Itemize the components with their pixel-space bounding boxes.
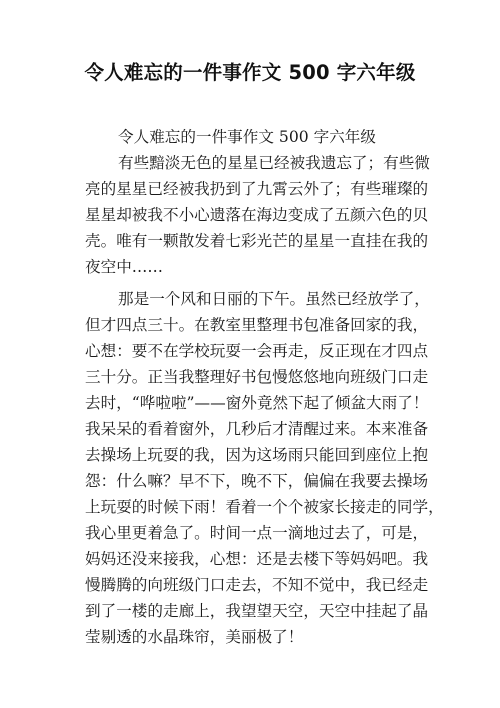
paragraph-2-line-7: 去操场上玩耍的我，因为这场雨只能回到座位上抱 bbox=[85, 446, 429, 464]
paragraph-2-line-10: 我心里更着急了。时间一点一滴地过去了，可是， bbox=[85, 524, 429, 542]
paragraph-2-line-11: 妈妈还没来接我，心想：还是去楼下等妈妈吧。我 bbox=[85, 550, 429, 568]
paragraph-1-line-2: 亮的星星已经被我扔到了九霄云外了；有些璀璨的 bbox=[85, 180, 429, 198]
paragraph-2-line-4: 三十分。正当我整理好书包慢悠悠地向班级门口走 bbox=[85, 368, 429, 386]
document-title: 令人难忘的一件事作文 500 字六年级 bbox=[84, 61, 416, 84]
paragraph-2-line-12: 慢腾腾的向班级门口走去，不知不觉中，我已经走 bbox=[85, 576, 429, 594]
paragraph-1-line-3: 星星却被我不小心遗落在海边变成了五颜六色的贝 bbox=[85, 206, 429, 224]
paragraph-1-line-5: 夜空中…… bbox=[85, 258, 163, 276]
document-subtitle: 令人难忘的一件事作文 500 字六年级 bbox=[118, 128, 376, 146]
paragraph-2-line-5: 去时，“哗啦啦”——窗外竟然下起了倾盆大雨了！ bbox=[85, 394, 429, 412]
paragraph-1-line-4: 壳。唯有一颗散发着七彩光芒的星星一直挂在我的 bbox=[85, 232, 429, 250]
paragraph-2-line-6: 我呆呆的看着窗外，几秒后才清醒过来。本来准备 bbox=[85, 420, 429, 438]
paragraph-2-line-13: 到了一楼的走廊上，我望望天空，天空中挂起了晶 bbox=[85, 602, 429, 620]
paragraph-2-line-2: 但才四点三十。在教室里整理书包准备回家的我， bbox=[85, 316, 429, 334]
paragraph-2-line-1: 那是一个风和日丽的下午。虽然已经放学了， bbox=[118, 290, 430, 308]
paragraph-2-line-9: 上玩耍的时候下雨！看着一个个被家长接走的同学， bbox=[85, 498, 444, 516]
paragraph-1-line-1: 有些黯淡无色的星星已经被我遗忘了；有些微 bbox=[118, 154, 430, 172]
paragraph-2-line-14: 莹剔透的水晶珠帘，美丽极了！ bbox=[85, 628, 304, 646]
paragraph-2-line-3: 心想：要不在学校玩耍一会再走，反正现在才四点 bbox=[85, 342, 429, 360]
paragraph-2-line-8: 怨：什么嘛？早不下，晚不下，偏偏在我要去操场 bbox=[85, 472, 429, 490]
